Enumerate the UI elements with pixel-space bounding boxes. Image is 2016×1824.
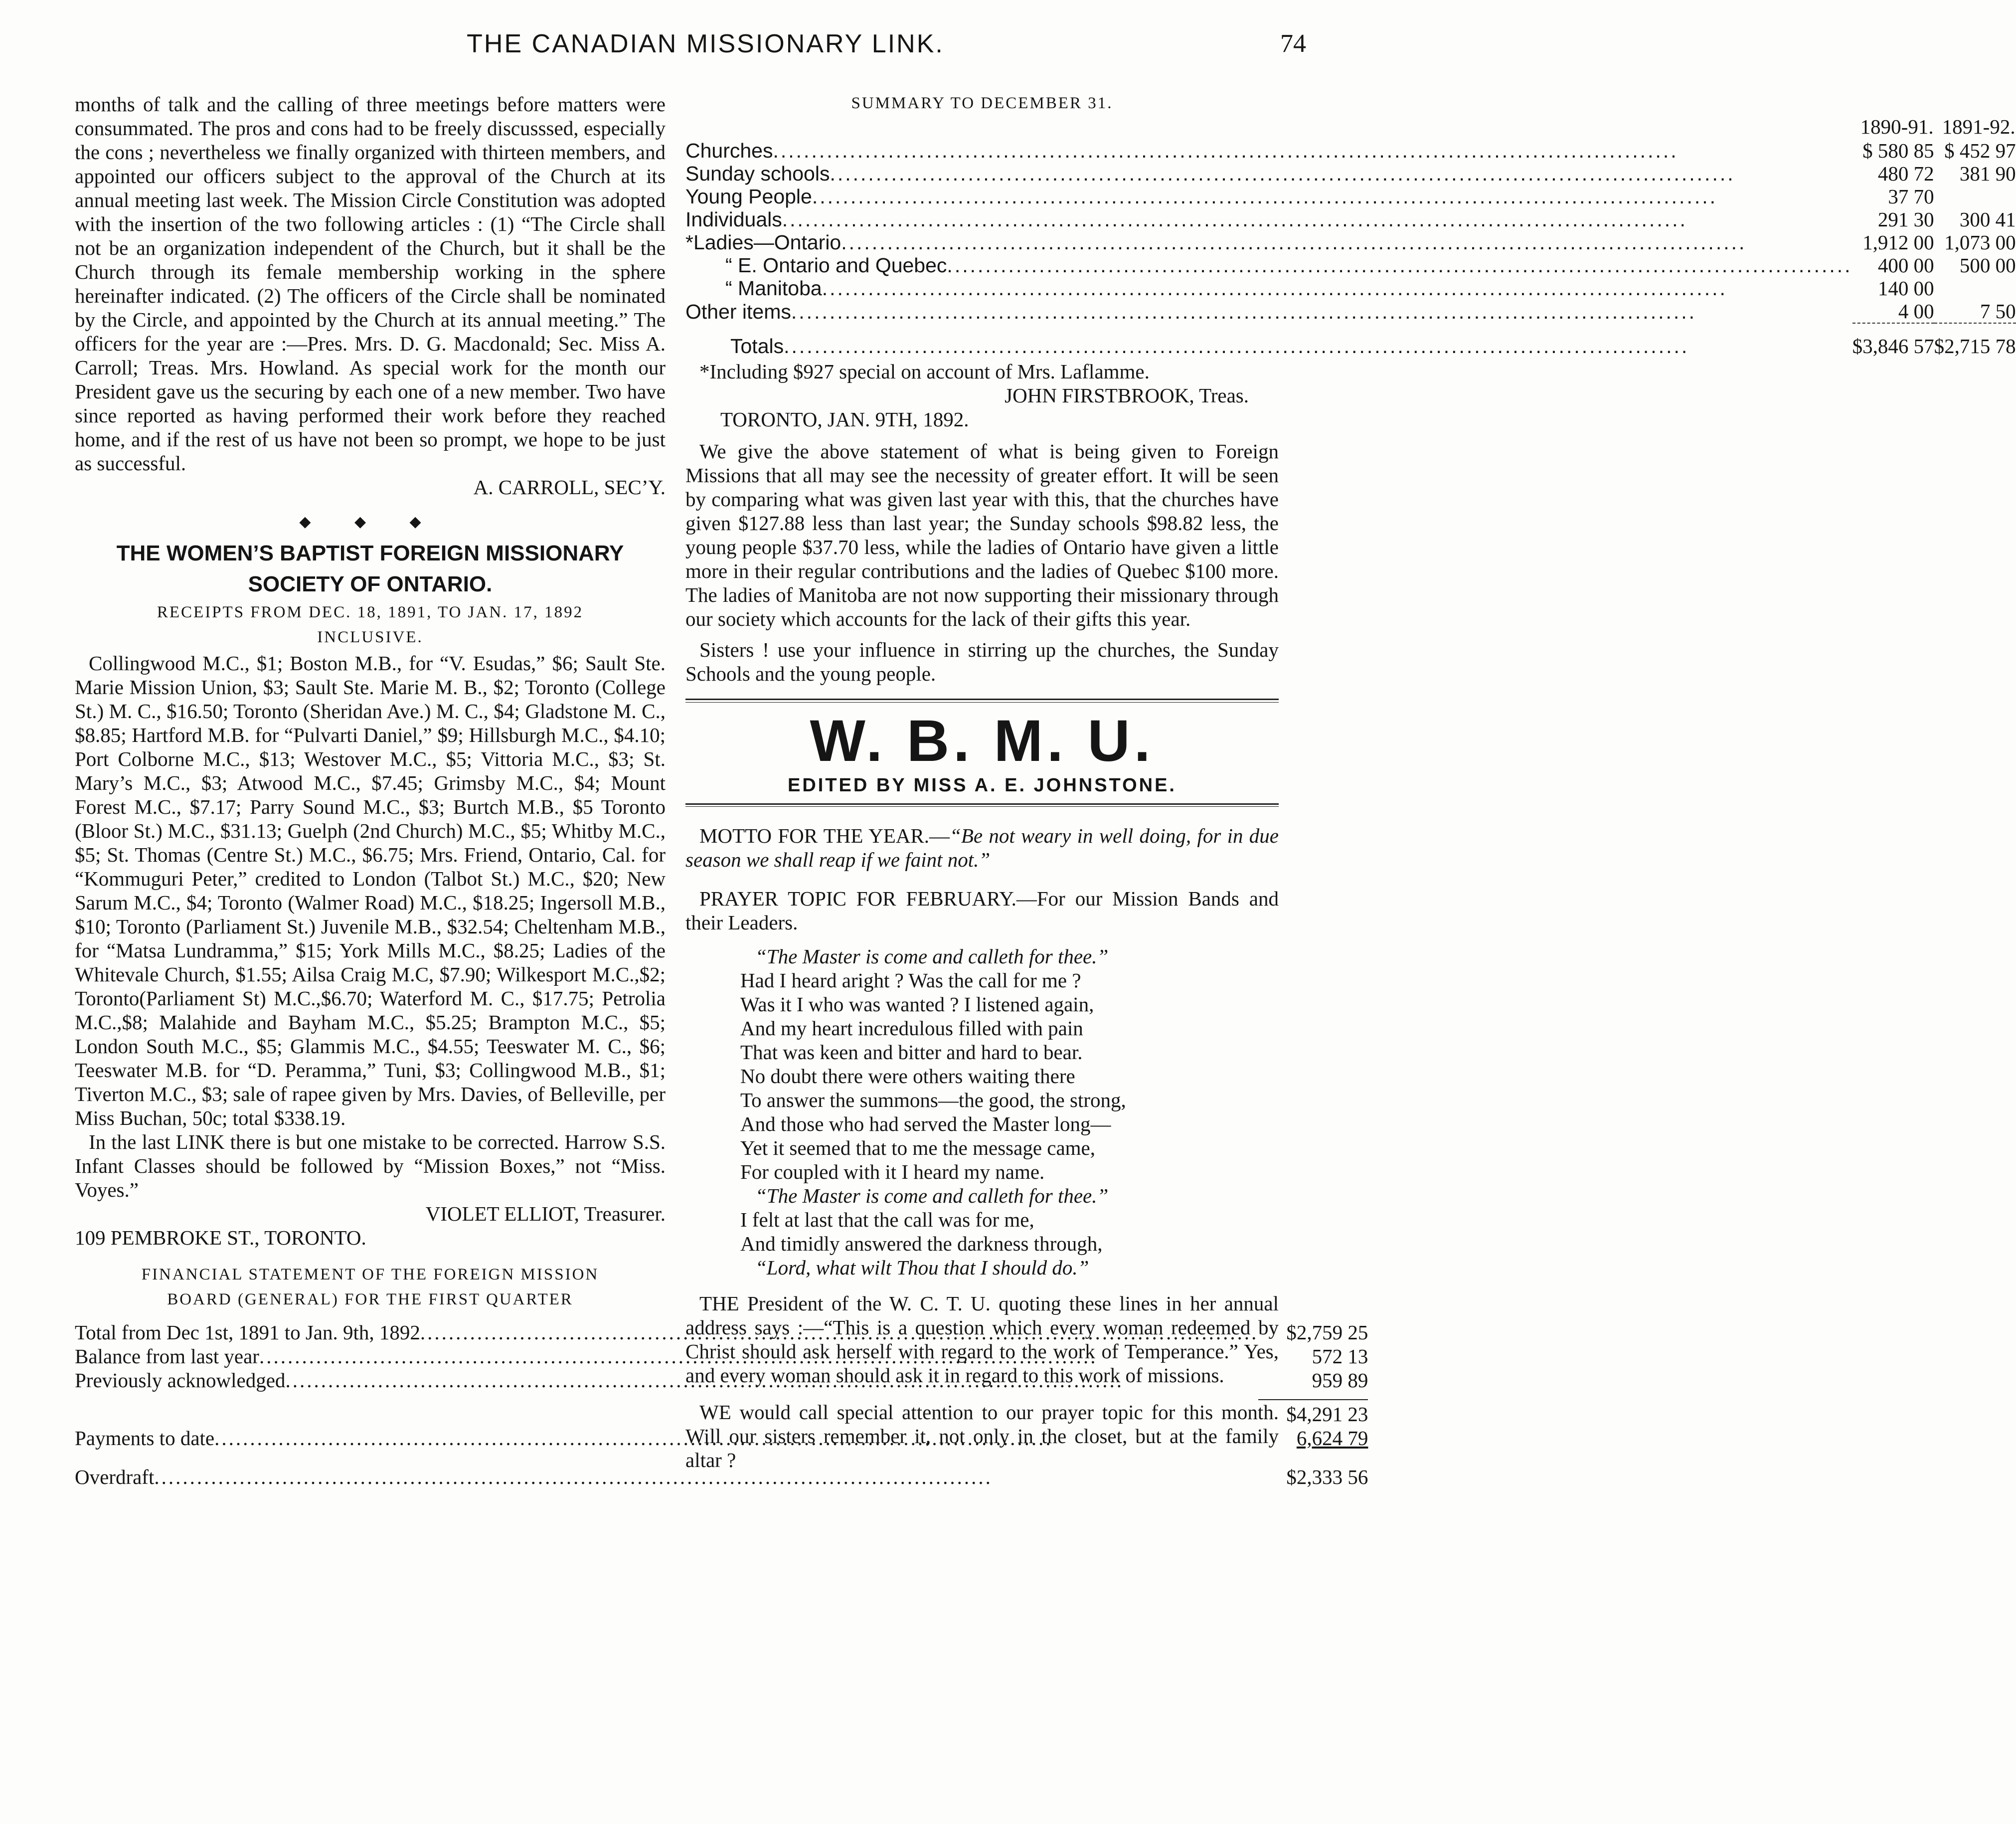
statement-amount: 572 13 [1312, 1345, 1368, 1368]
summary-value-1891: 300 41 [1959, 208, 2016, 231]
receipts-paragraph: Collingwood M.C., $1; Boston M.B., for “V. Esudas,” $6; Sault Ste. Marie Mission Union, $3; Sault Ste. Marie M. B., $2; Toronto (College St.) M. C., $16.50; Toronto (Sheridan Ave.) M. C., $4; Gladstone M. C., $8.85; Hartford M.B. for “Pulvarti Daniel,” $9; Hillsburgh M.C., $4.10; Port Colborne M.C., $13; Westover M.C., $5; Vittoria M.C., $3; St. Mary’s M.C., $3; Atwood M.C., $7.45; Grimsby M.C., $4; Mount Forest M.C., $7.17; Parry Sound M.C., $3; Burtch M.B., $5 Toronto (Bloor St.) M.C., $31.13; Guelph (2nd Church) M.C., $5; Whitby M.C., $5; St. Thomas (Centre St.) M.C., $6.75; Mrs. Friend, Ontario, Cal. for “Kommuguri Peter,” credited to London (Talbot St.) M.C., $20; New Sarum M.C., $4; Toronto (Walmer Road) M.C., $18.25; Ingersoll M.B., $10; Toronto (Parliament St.) Juvenile M.B., $32.54; Cheltenham M.B., for “Matsa Lundramma,” $15; York Mills M.C., $8.25; Ladies of the Whitevale Church, $1.55; Ailsa Craig M.C, $7.90; Wilkesport M.C.,$2; Toronto(Parliament St) M.C.,$6.70; Waterford M. C., $17.75; Petrolia M.C.,$8; Malahide and Bayham M.C., $5.25; Brampton M.C., $5; London South M.C., $5; Glammis M.C., $4.55; Teeswater M. C., $6; Teeswater M.B. for “D. Peramma,” Tuni, $3; Collingwood M.B., $1; Tiverton M.C., $3; sale of rapee given by Mrs. Davies, of Belleville, per Miss Buchan, 50c; total $338.19. [75, 652, 666, 1129]
poem-line: Had I heard aright ? Was the call for me ? [740, 969, 1081, 992]
overdraft-amount: $2,333 56 [1286, 1465, 1368, 1488]
summary-totals-row [685, 335, 2016, 358]
summary-header-row [685, 114, 2016, 139]
summary-value-1891: $ 452 97 [1944, 139, 2016, 162]
closing-paragraph: WE would call special attention to our prayer topic for this month. Will our sisters remember it, not only in the closet, but at the family altar ? [685, 1401, 1279, 1471]
page-number: 74 [1280, 29, 1306, 58]
year-header-1: 1890-91. [1860, 115, 1934, 138]
poem-line: To answer the summons—the good, the strong, [740, 1089, 1126, 1111]
poem-line: And those who had served the Master long— [740, 1112, 1111, 1135]
journal-title: THE CANADIAN MISSIONARY LINK. [467, 29, 944, 58]
poem [740, 944, 1279, 1279]
year-header-2: 1891-92. [1942, 115, 2016, 138]
prayer-paragraph [685, 887, 1279, 934]
summary-row [685, 300, 2016, 323]
section-divider [685, 699, 1279, 703]
summary-row [685, 185, 2016, 208]
treasurer-signature: VIOLET ELLIOT, Treasurer. [425, 1202, 666, 1225]
statement-label: Previously acknowledged [75, 1369, 286, 1392]
summary-place-date: TORONTO, JAN. 9TH, 1892. [720, 408, 969, 431]
summary-value-1891: 381 90 [1959, 162, 2016, 185]
summary-value-1891 [1934, 185, 2016, 208]
poem-line: That was keen and bitter and hard to bear. [740, 1041, 1083, 1064]
summary-value-1891 [1934, 277, 2016, 300]
summary-label: Sunday schools [685, 162, 830, 185]
poem-line: I felt at last that the call was for me, [740, 1208, 1034, 1231]
summary-value-1890: 37 70 [1888, 185, 1934, 208]
statement-subtotal: $4,291 23 [1286, 1403, 1368, 1426]
poem-line: And my heart incredulous filled with pain [740, 1017, 1083, 1040]
poem-line: And timidly answered the darkness through, [740, 1232, 1103, 1255]
summary-value-1890: 400 00 [1877, 254, 1934, 277]
summary-value-1891: 1,073 00 [1944, 231, 2016, 254]
summary-paragraph-1: We give the above statement of what is being given to Foreign Missions that all may see the necessity of greater effort. It will be seen by comparing what was given last year with this, that the churches have given $127.88 less than last year; the Sunday schools $98.82 less, the young people $37.70 less, while the ladies of Ontario have given a little more in their regular contributions and the ladies of Quebec $100 more. The ladies of Manitoba are not now supporting their missionary through our society which accounts for the lack of their gifts this year. [685, 440, 1279, 630]
poem-line: Yet it seemed that to me the message came, [740, 1136, 1095, 1159]
summary-label: *Ladies—Ontario [685, 231, 841, 254]
summary-label: Individuals [685, 208, 782, 231]
poem-line: For coupled with it I heard my name. [740, 1160, 1045, 1183]
intro-paragraph: months of talk and the calling of three meetings before matters were consummated. The pros and cons had to be freely discusssed, especially the cons ; nevertheless we finally organized with thirteen members, and appointed our officers subject to the approval of the Church at its annual meeting last week. The Mission Circle Constitution was adopted with the insertion of the two following articles : (1) “The Circle shall not be an organization independent of the Church, but it shall be the Church through its female membership working in the sphere hereinafter indicated. (2) The officers of the Circle shall be nominated by the Circle, and appointed by the Church at its annual meeting.” The officers for the year are :—Pres. Mrs. D. G. Macdonald; Sec. Miss A. Carroll; Treas. Mrs. Howland. As special work for the month our President gave us the securing by each one of a new member. Two have since reported as having performed their work before they reached home, and if the rest of us have not been so prompt, we hope to be just as successful. [75, 93, 666, 475]
statement-label: Balance from last year [75, 1345, 259, 1368]
totals-value-2: $2,715 78 [1934, 335, 2016, 358]
summary-label: “ Manitoba [725, 277, 822, 300]
summary-row [685, 254, 2016, 277]
summary-row [685, 139, 2016, 162]
summary-paragraph-2: Sisters ! use your influence in stirring up the churches, the Sunday Schools and the young people. [685, 638, 1279, 685]
statement-heading-line1: FINANCIAL STATEMENT OF THE FOREIGN MISSION [141, 1266, 599, 1283]
statement-heading-line2: BOARD (GENERAL) FOR THE FIRST QUARTER [167, 1290, 573, 1308]
summary-title: SUMMARY TO DECEMBER 31. [851, 94, 1113, 112]
totals-label: Totals [730, 335, 784, 358]
summary-value-1890: $ 580 85 [1862, 139, 1934, 162]
summary-row [685, 208, 2016, 231]
payments-label: Payments to date [75, 1427, 215, 1450]
statement-amount: $2,759 25 [1286, 1321, 1368, 1344]
summary-signature: JOHN FIRSTBROOK, Treas. [1005, 384, 1249, 407]
summary-value-1891: 500 00 [1959, 254, 2016, 277]
motto-text: “Be not weary in well doing, for in due season we shall reap if we faint not.” [685, 824, 1279, 871]
summary-value-1890: 140 00 [1877, 277, 1934, 300]
section-ornament: ◆ ◆ ◆ [299, 514, 441, 530]
summary-row [685, 231, 2016, 254]
motto-lead: MOTTO FOR THE YEAR.— [699, 824, 950, 847]
statement-amount: 959 89 [1312, 1369, 1368, 1392]
intro-signature: A. CARROLL, SEC’Y. [473, 476, 666, 499]
treasurer-address: 109 PEMBROKE ST., TORONTO. [75, 1226, 366, 1249]
statement-label: Total from Dec 1st, 1891 to Jan. 9th, 1892 [75, 1321, 420, 1344]
summary-row [685, 277, 2016, 300]
motto-paragraph [685, 824, 1279, 872]
summary-value-1890: 4 00 [1898, 300, 1934, 323]
summary-label: “ E. Ontario and Quebec [725, 254, 947, 277]
summary-value-1890: 480 72 [1877, 162, 1934, 185]
poem-line: “The Master is come and calleth for thee.” [755, 945, 1109, 968]
correction-paragraph: In the last LINK there is but one mistake to be corrected. Harrow S.S. Infant Classes should be followed by “Mission Boxes,” not “Miss. Voyes.” [75, 1130, 666, 1201]
receipts-heading-line1: RECEIPTS FROM DEC. 18, 1891, TO JAN. 17, 1892 [157, 603, 584, 621]
summary-row [685, 162, 2016, 185]
totals-value-1: $3,846 57 [1852, 335, 1934, 358]
summary-note: *Including $927 special on account of Mrs. Laflamme. [699, 360, 1150, 383]
president-paragraph: THE President of the W. C. T. U. quoting these lines in her annual address says :—“This is a question which every woman redeemed by Christ should ask herself with regard to the work of Temperance.” Yes, and every woman should ask it in regard to this work of missions. [685, 1292, 1279, 1387]
summary-label: Young People [685, 185, 812, 208]
summary-label: Other items [685, 300, 791, 323]
summary-value-1890: 291 30 [1877, 208, 1934, 231]
summary-table [685, 114, 2016, 358]
poem-line: No doubt there were others waiting there [740, 1065, 1075, 1088]
poem-line: Was it I who was wanted ? I listened again, [740, 993, 1094, 1016]
summary-value-1890: 1,912 00 [1862, 231, 1934, 254]
summary-label: Churches [685, 139, 773, 162]
society-heading-line1: THE WOMEN’S BAPTIST FOREIGN MISSIONARY [116, 541, 624, 565]
payments-amount: 6,624 79 [1296, 1427, 1368, 1450]
prayer-lead: PRAYER TOPIC FOR FEBRUARY.— [699, 887, 1037, 910]
wbmu-title: W. B. M. U. [810, 708, 1155, 774]
page-header [0, 29, 1411, 74]
society-heading-line2: SOCIETY OF ONTARIO. [248, 572, 493, 596]
receipts-heading-line2: INCLUSIVE. [317, 628, 423, 646]
summary-value-1891: 7 50 [1980, 300, 2016, 323]
poem-line: “Lord, what wilt Thou that I should do.” [755, 1256, 1089, 1279]
editor-divider [685, 803, 1279, 807]
overdraft-label: Overdraft [75, 1465, 155, 1488]
poem-line: “The Master is come and calleth for thee.” [755, 1184, 1109, 1207]
editor-line: EDITED BY MISS A. E. JOHNSTONE. [788, 775, 1176, 796]
prayer-text: For our Mission Bands and their Leaders. [685, 887, 1279, 934]
